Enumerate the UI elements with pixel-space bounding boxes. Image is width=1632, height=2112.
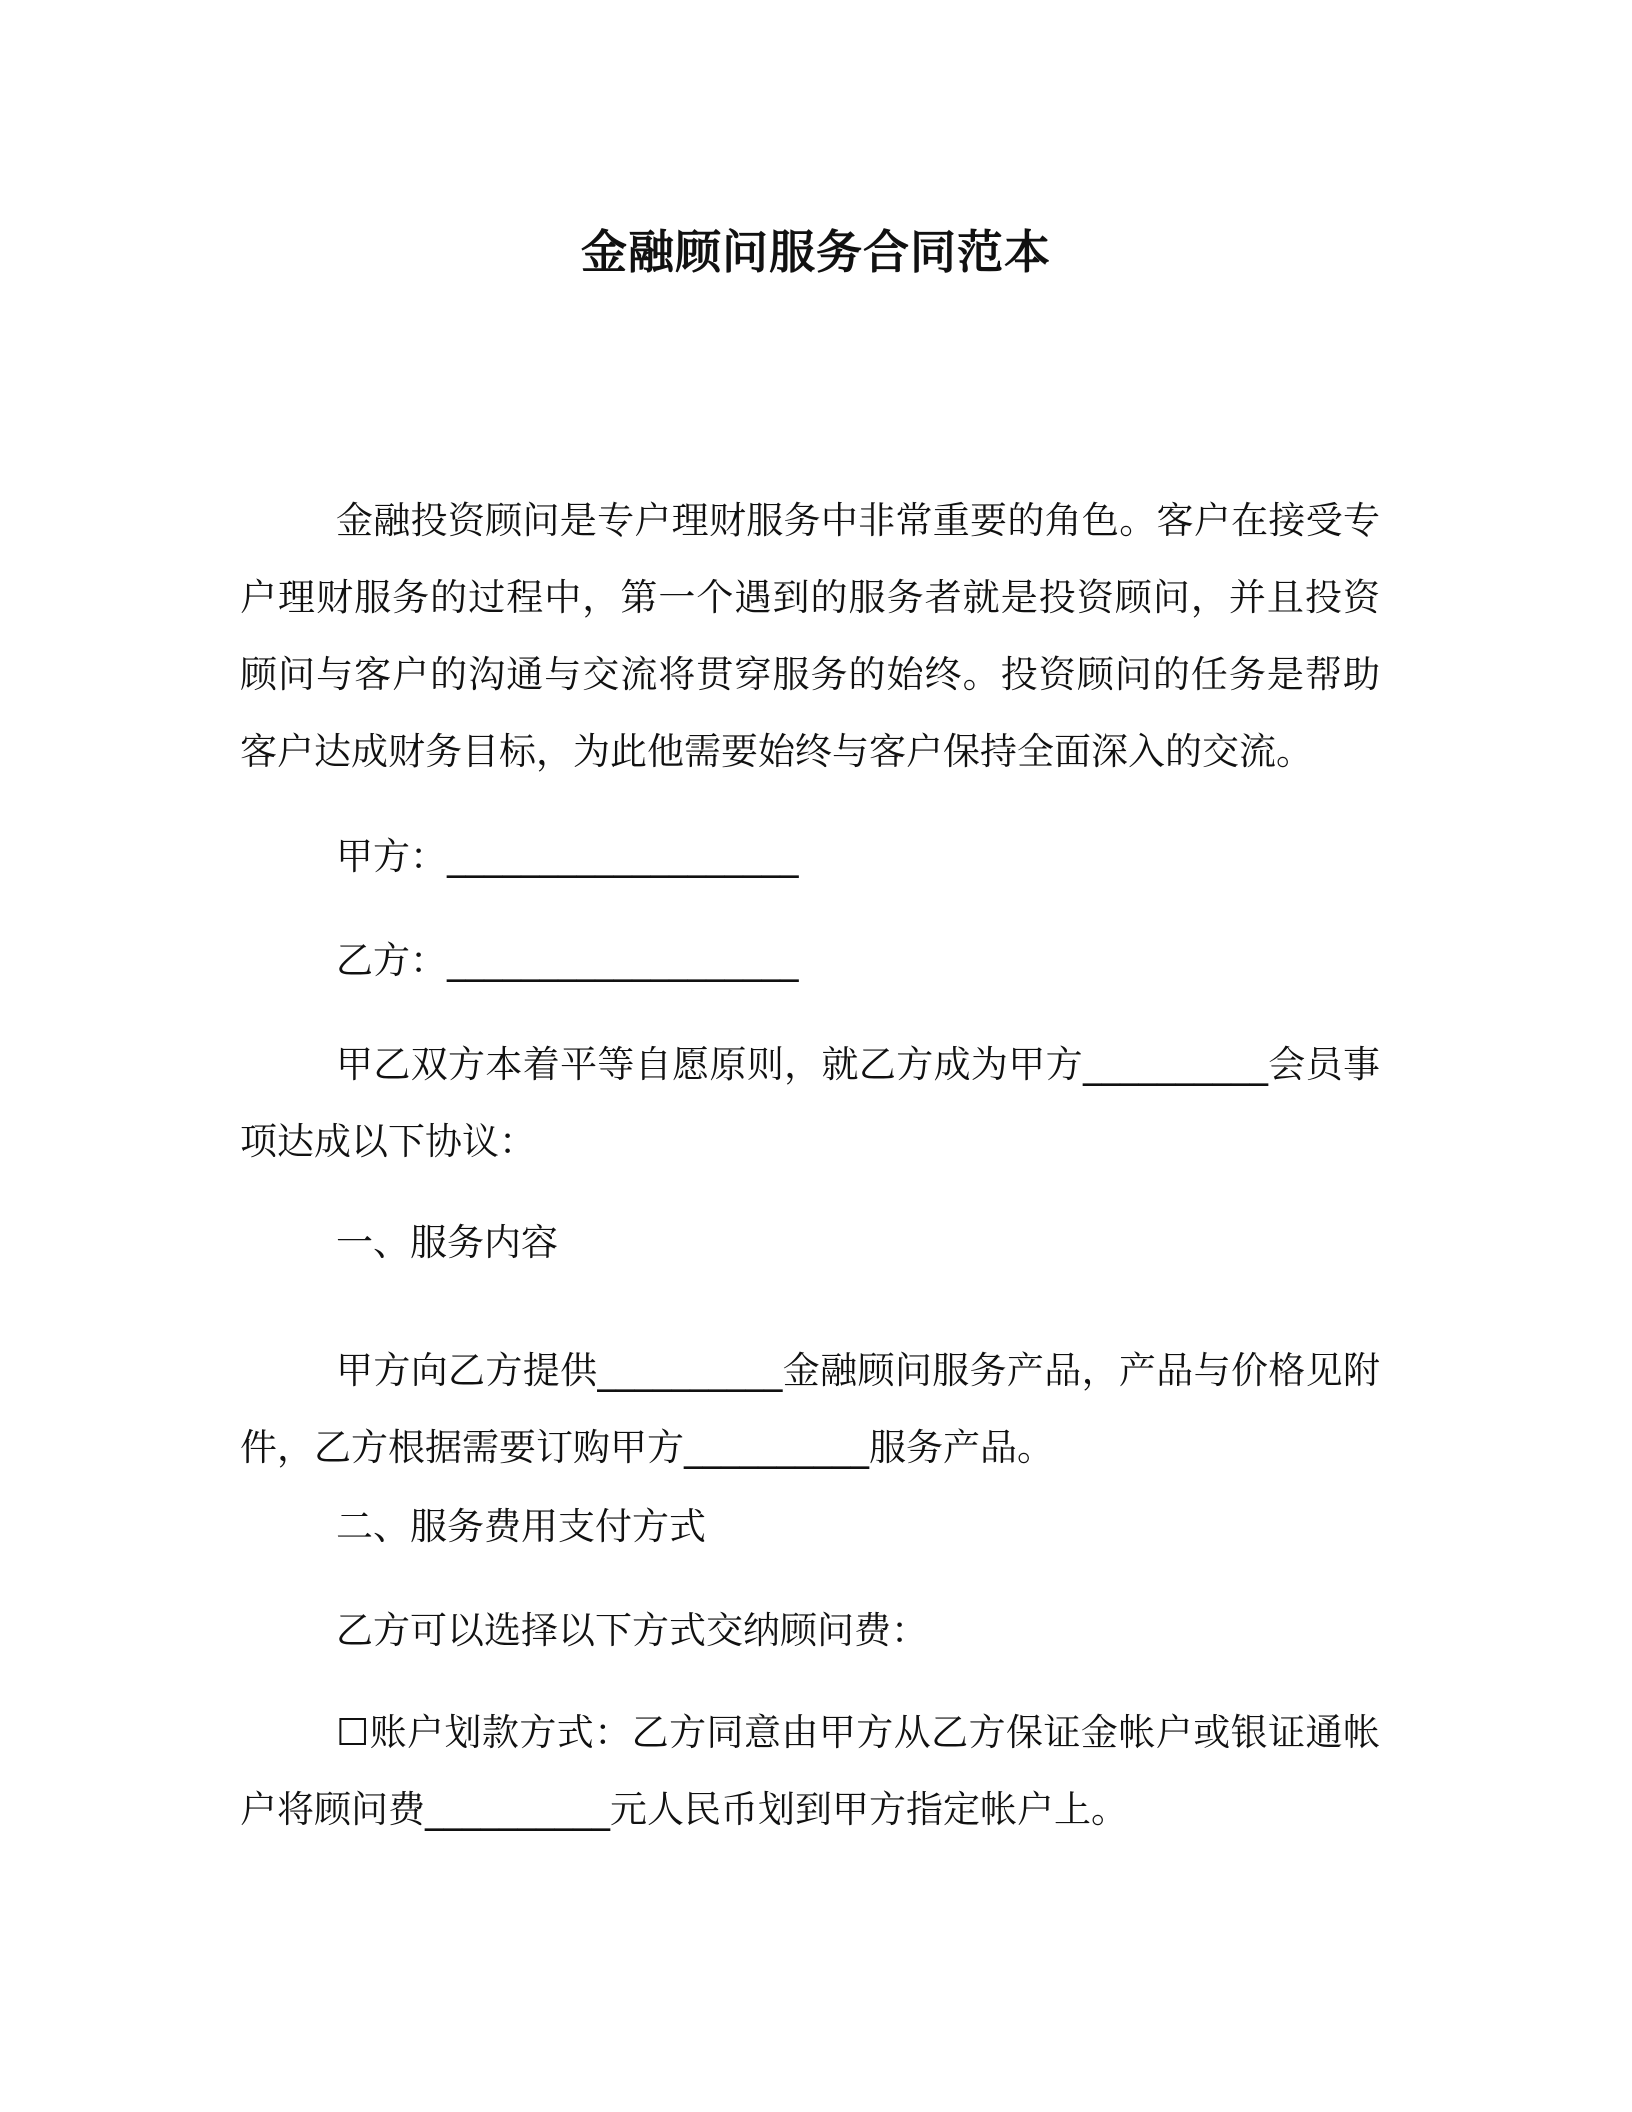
section-1-body: 甲方向乙方提供__________金融顾问服务产品，产品与价格见附件，乙方根据需要订购甲方__________服务产品。 [240,1349,1380,1469]
section-2-heading: 二、服务费用支付方式 [336,1505,706,1548]
section-2-intro: 乙方可以选择以下方式交纳顾问费： [336,1609,928,1652]
party-a-line: 甲方：___________________ [336,835,799,878]
agreement-paragraph: 甲乙双方本着平等自愿原则，就乙方成为甲方__________会员事项达成以下协议： [240,1043,1380,1163]
section-1-heading: 一、服务内容 [336,1221,558,1264]
section-2-option: ☐账户划款方式：乙方同意由甲方从乙方保证金帐户或银证通帐户将顾问费__________元人民币划到甲方指定帐户上。 [240,1711,1380,1831]
intro-paragraph: 金融投资顾问是专户理财服务中非常重要的角色。客户在接受专户理财服务的过程中，第一个遇到的服务者就是投资顾问，并且投资顾问与客户的沟通与交流将贯穿服务的始终。投资顾问的任务是帮助客户达成财务目标，为此他需要始终与客户保持全面深入的交流。 [240,499,1380,773]
party-b-line: 乙方：___________________ [336,939,799,982]
document-title: 金融顾问服务合同范本 [581,225,1051,279]
